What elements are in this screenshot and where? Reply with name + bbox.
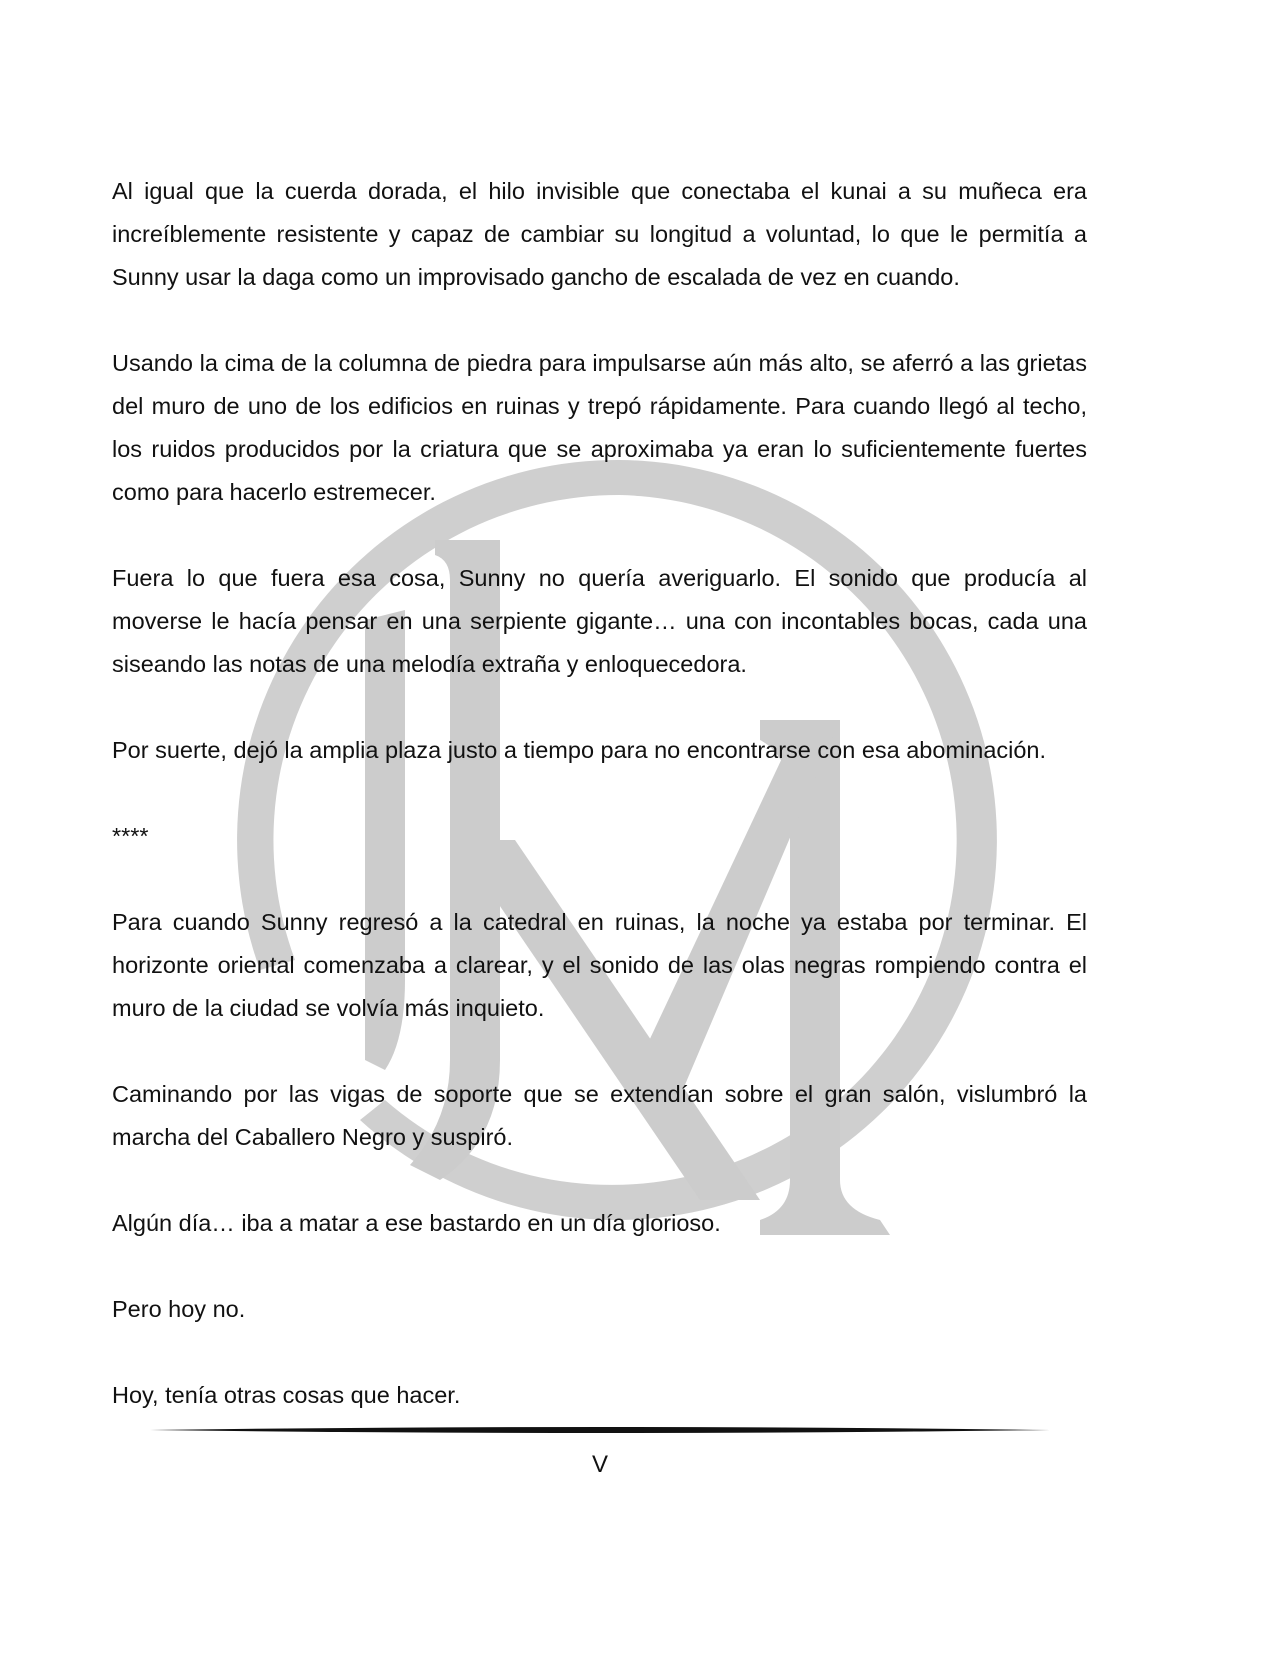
paragraph-9: Hoy, tenía otras cosas que hacer. — [112, 1382, 461, 1408]
paragraph-8: Pero hoy no. — [112, 1296, 246, 1322]
paragraph-1: Al igual que la cuerda dorada, el hilo invisible que conectaba el kunai a su muñeca era increíblemente resistente y capaz de cambiar su longitud a voluntad, lo que le permitía a Sunny usar la daga como un improvisado gancho de escalada de vez en cuando. — [112, 178, 1087, 290]
scene-break: **** — [112, 823, 149, 849]
paragraph-7: Algún día… iba a matar a ese bastardo en un día glorioso. — [112, 1210, 721, 1236]
paragraph-2: Usando la cima de la columna de piedra para impulsarse aún más alto, se aferró a las grietas del muro de uno de los edificios en ruinas y trepó rápidamente. Para cuando llegó al techo, los ruidos producidos por la criatura que se aproximaba ya eran lo suficientemente fuertes como para hacerlo estremecer. — [112, 350, 1087, 505]
paragraph-5: Para cuando Sunny regresó a la catedral en ruinas, la noche ya estaba por terminar. El horizonte oriental comenzaba a clarear, y el sonido de las olas negras rompiendo contra el muro de la ciudad se volvía más inquieto. — [112, 909, 1087, 1021]
paragraph-6: Caminando por las vigas de soporte que se extendían sobre el gran salón, vislumbró la marcha del Caballero Negro y suspiró. — [112, 1081, 1087, 1150]
paragraph-3: Fuera lo que fuera esa cosa, Sunny no quería averiguarlo. El sonido que producía al moverse le hacía pensar en una serpiente gigante… una con incontables bocas, cada una siseando las notas de una melodía extraña y enloquecedora. — [112, 565, 1087, 677]
page-body — [112, 170, 1087, 1417]
tapered-line-divider — [150, 1423, 1050, 1437]
page-number: V — [591, 1451, 608, 1478]
paragraph-4: Por suerte, dejó la amplia plaza justo a tiempo para no encontrarse con esa abominación. — [112, 737, 1047, 763]
